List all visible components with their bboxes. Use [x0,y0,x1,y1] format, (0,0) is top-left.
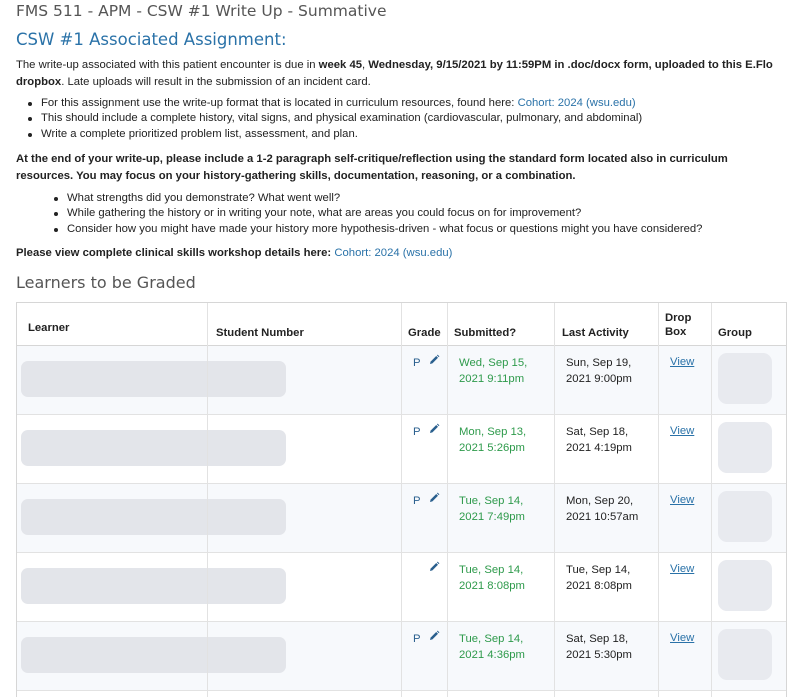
critique-question: While gathering the history or in writing your note, what are areas you could focus on for improvement? [67,206,702,221]
dropbox-view-link[interactable]: View [670,563,695,575]
last-activity [566,563,632,595]
col-learner[interactable]: Learner [28,322,70,334]
column-divider [711,303,712,697]
submitted-time-line: 2021 4:36pm [459,648,525,661]
submitted-date [459,563,525,595]
submitted-time-line: 2021 5:26pm [459,441,525,454]
submitted-date [459,425,526,457]
redacted-learner-name [21,430,286,466]
col-last-activity[interactable]: Last Activity [562,327,629,339]
submitted-date-line: Tue, Sep 14, [459,633,524,645]
instruction-list [41,96,642,142]
grade-value[interactable]: P [413,495,421,507]
col-submitted[interactable]: Submitted? [454,327,517,339]
submitted-date [459,632,525,664]
submitted-date-line: Tue, Sep 14, [459,564,524,576]
instruction-item [41,127,642,142]
intro-due-date: Wednesday, 9/15/2021 by 11:59PM in .doc/docx form, uploaded to this E.Flo dropbox [16,59,773,88]
column-divider [447,303,448,697]
grade-value[interactable]: P [413,633,421,645]
learners-heading: Learners to be Graded [16,273,196,292]
submitted-time-line: 2021 9:11pm [459,372,525,385]
workshop-details-label: Please view complete clinical skills workshop details here: [16,247,332,259]
learners-table [16,302,787,697]
critique-question-list [67,191,702,237]
col-dropbox[interactable] [665,311,691,339]
instruction-item [41,96,642,111]
last-activity-date: Sat, Sep 18, [566,426,629,438]
pencil-icon[interactable] [428,354,440,366]
redacted-learner-name [21,637,286,673]
intro-week: week 45 [318,59,363,71]
last-activity-time: 2021 5:30pm [566,648,632,661]
critique-instructions: At the end of your write-up, please include a 1-2 paragraph self-critique/reflection using the standard form located also in curriculum resources. You may focus on your history-gathering skills, documentation, reasoning, or a combination. [16,153,728,182]
submitted-date [459,494,525,526]
table-row [17,484,787,553]
last-activity-time: 2021 4:19pm [566,441,632,454]
curriculum-resources-link[interactable]: Cohort: 2024 (wsu.edu) [517,97,636,109]
critique-question: What strengths did you demonstrate? What went well? [67,191,702,206]
redacted-learner-name [21,361,286,397]
intro-text: The write-up associated with this patient encounter is due in [16,59,319,71]
grade-value[interactable]: P [413,357,421,369]
submitted-date-line: Wed, Sep 15, [459,357,528,369]
submitted-date-line: Tue, Sep 14, [459,495,524,507]
dropbox-view-link[interactable]: View [670,425,695,437]
pencil-icon[interactable] [428,423,440,435]
redacted-group [718,422,772,473]
last-activity-date: Sat, Sep 18, [566,633,629,645]
instruction-text: This should include a complete history, vital signs, and physical examination (cardiovascular, pulmonary, and abdominal) [41,112,643,125]
redacted-learner-name [21,499,286,535]
column-divider [207,303,208,697]
instruction-item [41,111,642,126]
last-activity [566,632,632,664]
table-row [17,691,787,697]
page-title: FMS 511 - APM - CSW #1 Write Up - Summative [16,2,387,20]
instruction-text: Write a complete prioritized problem list, assessment, and plan. [41,127,358,140]
pencil-icon[interactable] [428,492,440,504]
workshop-details [16,245,452,261]
intro-text: . Late uploads will result in the submission of an incident card. [61,75,371,88]
table-row [17,622,787,691]
table-row [17,553,787,622]
col-grade[interactable]: Grade [408,327,441,339]
dropbox-view-link[interactable]: View [670,494,695,506]
pencil-icon[interactable] [428,630,440,642]
col-dropbox-line: Box [665,326,687,338]
column-divider [658,303,659,697]
table-row [17,415,787,484]
dropbox-view-link[interactable]: View [670,632,695,644]
last-activity-date: Sun, Sep 19, [566,357,632,369]
grade-value[interactable]: P [413,426,421,438]
assignment-intro [16,57,786,90]
last-activity-time: 2021 9:00pm [566,372,632,385]
submitted-date-line: Mon, Sep 13, [459,426,527,438]
col-student-number[interactable]: Student Number [216,327,304,339]
submitted-time-line: 2021 7:49pm [459,510,525,523]
last-activity-date: Mon, Sep 20, [566,495,634,507]
assignment-heading: CSW #1 Associated Assignment: [16,30,287,49]
last-activity-time: 2021 8:08pm [566,579,632,592]
redacted-learner-name [21,568,286,604]
last-activity [566,425,632,457]
redacted-group [718,353,772,404]
pencil-icon[interactable] [428,561,440,573]
last-activity-time: 2021 10:57am [566,510,639,523]
redacted-group [718,560,772,611]
submitted-date [459,356,527,388]
col-dropbox-line: Drop [665,312,692,324]
intro-text: , [362,59,369,71]
submitted-time-line: 2021 8:08pm [459,579,525,592]
column-divider [401,303,402,697]
last-activity [566,494,638,526]
critique-question: Consider how you might have made your history more hypothesis-driven - what focus or questions might you have considered? [67,222,702,237]
workshop-details-link[interactable]: Cohort: 2024 (wsu.edu) [334,247,453,259]
last-activity-date: Tue, Sep 14, [566,564,631,576]
redacted-group [718,491,772,542]
instruction-text: For this assignment use the write-up format that is located in curriculum resources, found here: [41,97,518,109]
table-header [17,303,787,346]
col-group[interactable]: Group [718,327,752,339]
last-activity [566,356,632,388]
column-divider [554,303,555,697]
redacted-group [718,629,772,680]
dropbox-view-link[interactable]: View [670,356,695,368]
table-row [17,346,787,415]
